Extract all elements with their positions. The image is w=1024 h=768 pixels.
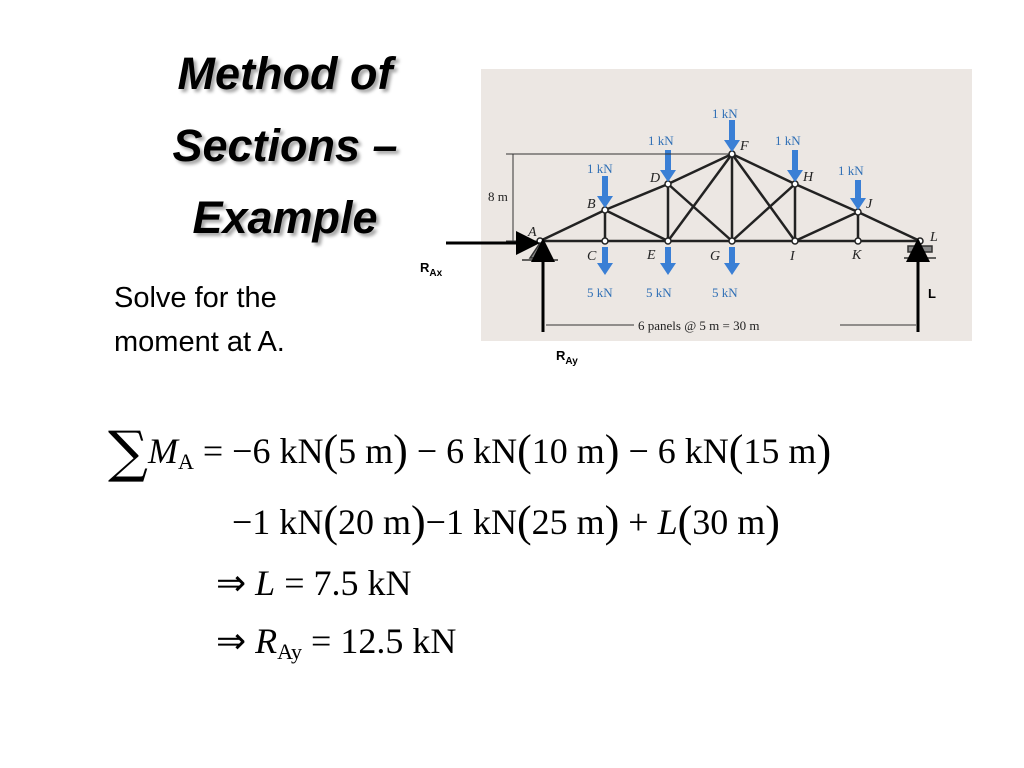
eq1-term-2: 5 m [338, 431, 394, 471]
load-label-f: 1 kN [712, 106, 738, 121]
paren-open: ( [677, 497, 693, 546]
paren-close: ) [410, 497, 426, 546]
node-label-b: B [587, 197, 596, 212]
paren-open: ( [728, 426, 744, 475]
eq2-term-1: −1 kN [232, 502, 324, 542]
paren-close: ) [765, 497, 780, 546]
span-dimension-label: 6 panels @ 5 m = 30 m [638, 318, 760, 333]
height-dimension-label: 8 m [488, 189, 508, 204]
eq3-result: = 7.5 kN [275, 563, 412, 603]
paren-open: ( [323, 426, 339, 475]
eq1-term-6: 15 m [743, 431, 817, 471]
eq4-result: = 12.5 kN [302, 621, 457, 661]
sum-symbol: ∑ [108, 420, 148, 485]
load-label-e: 5 kN [646, 285, 672, 300]
eq4-r-variable: R [255, 621, 278, 661]
body-line-2: moment at A. [114, 326, 285, 358]
eq2-plus: + [619, 502, 658, 542]
paren-close: ) [393, 426, 408, 475]
node-label-i: I [790, 249, 795, 264]
moment-variable: M [147, 431, 178, 471]
load-label-b: 1 kN [587, 161, 613, 176]
eq3-l-variable: L [255, 563, 276, 603]
implies-arrow-icon: ⇒ [216, 563, 247, 603]
load-label-g: 5 kN [712, 285, 738, 300]
moment-subscript: A [177, 449, 194, 474]
paren-open: ( [516, 497, 532, 546]
paren-open: ( [323, 497, 338, 546]
eq1-term-5: − 6 kN [619, 431, 729, 471]
eq2-term-5: 30 m [692, 502, 766, 542]
node-label-g: G [710, 249, 721, 264]
eq1-term-4: 10 m [531, 431, 605, 471]
load-label-c: 5 kN [587, 285, 613, 300]
node-label-l: L [930, 230, 938, 245]
eq1-term-1: = −6 kN [202, 431, 324, 471]
rax-label: $R_{Ax}$ [420, 260, 443, 279]
ray-label: $R_{Ay}$ [556, 348, 578, 367]
title-line-3: Example [192, 192, 378, 243]
load-label-d: 1 kN [648, 133, 674, 148]
title-line-2: Sections – [172, 120, 398, 171]
body-line-1: Solve for the [114, 282, 277, 314]
load-label-j: 1 kN [838, 163, 864, 178]
node-label-a: A [528, 225, 537, 240]
equation-line-3 [216, 562, 412, 604]
equation-line-2 [232, 496, 780, 547]
paren-close: ) [816, 426, 832, 475]
title-line-1: Method of [177, 48, 393, 99]
eq2-term-4: 25 m [531, 502, 605, 542]
node-label-e: E [647, 248, 656, 263]
implies-arrow-icon: ⇒ [216, 621, 247, 661]
eq2-term-3: −1 kN [425, 502, 517, 542]
node-label-h: H [803, 170, 814, 185]
load-label-h: 1 kN [775, 133, 801, 148]
paren-close: ) [604, 497, 620, 546]
equation-line-1 [108, 420, 831, 485]
node-label-c: C [587, 249, 597, 264]
node-label-j: J [866, 197, 873, 212]
eq4-subscript: Ay [277, 639, 303, 664]
equation-line-4 [216, 620, 456, 665]
eq2-l-variable: L [657, 502, 678, 542]
paren-open: ( [517, 426, 532, 475]
paren-close: ) [604, 426, 620, 475]
eq1-term-3: − 6 kN [407, 431, 518, 471]
l-reaction-label: L [928, 286, 936, 301]
eq2-term-2: 20 m [337, 502, 411, 542]
node-label-f: F [740, 139, 749, 154]
node-label-k: K [852, 248, 862, 263]
node-label-d: D [650, 171, 661, 186]
